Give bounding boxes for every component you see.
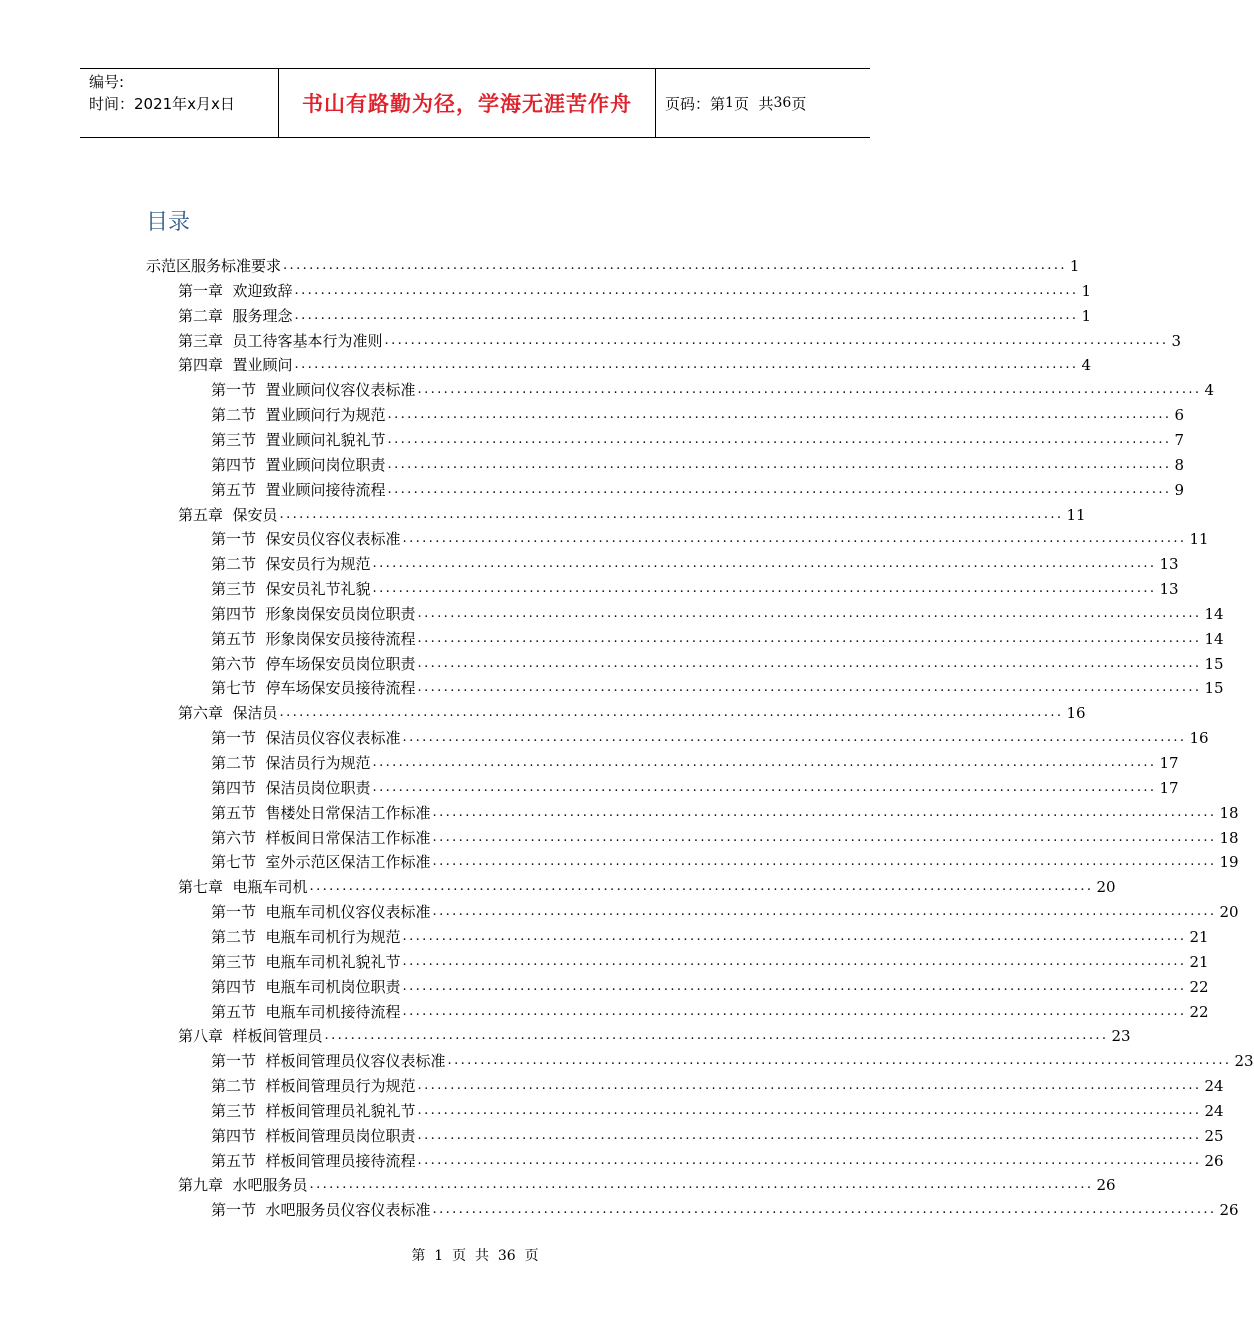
toc-entry[interactable] [178, 501, 1086, 525]
toc-entry-page: 20 [1096, 878, 1116, 897]
toc-entry-page: 13 [1159, 555, 1179, 574]
toc-entry-page: 18 [1219, 803, 1239, 822]
toc-entry-label: 第四节 形象岗保安员岗位职责 [211, 604, 416, 623]
toc-entry-label: 第三章 员工待客基本行为准则 [178, 331, 383, 350]
toc-leader-dots: ........................................................................................................................ [417, 1127, 1202, 1143]
toc-entry-page: 8 [1174, 455, 1184, 474]
toc-leader-dots: ........................................................................................................................ [387, 407, 1172, 423]
toc-entry-label: 第二节 置业顾问行为规范 [211, 406, 386, 425]
toc-entry[interactable] [211, 923, 1209, 947]
toc-entry-label: 第一节 电瓶车司机仪容仪表标准 [211, 903, 431, 922]
toc-entry-label: 第六章 保洁员 [178, 704, 278, 723]
toc-leader-dots: ........................................................................................................................ [447, 1053, 1232, 1069]
toc-entry-label: 第五节 售楼处日常保洁工作标准 [211, 803, 431, 822]
toc-entry-page: 7 [1174, 430, 1184, 449]
toc-entry-label: 第三节 置业顾问礼貌礼节 [211, 430, 386, 449]
toc-leader-dots: ........................................................................................................................ [372, 581, 1157, 597]
toc-leader-dots: ........................................................................................................................ [384, 332, 1169, 348]
toc-leader-dots: ........................................................................................................................ [417, 382, 1202, 398]
toc-entry-page: 6 [1174, 406, 1184, 425]
toc-entry[interactable] [178, 1022, 1131, 1046]
toc-entry-page: 3 [1171, 331, 1181, 350]
toc-entry[interactable] [178, 277, 1091, 301]
toc-leader-dots: ........................................................................................................................ [417, 1078, 1202, 1094]
page-footer: 第 1 页 共 36 页 [411, 1248, 539, 1264]
toc-entry-page: 9 [1174, 480, 1184, 499]
toc-entry-label: 第二节 电瓶车司机行为规范 [211, 927, 401, 946]
toc-entry-page: 14 [1204, 604, 1224, 623]
toc-entry-label: 第七节 室外示范区保洁工作标准 [211, 853, 431, 872]
toc-entry-label: 第五节 样板间管理员接待流程 [211, 1151, 416, 1170]
toc-entry[interactable] [178, 873, 1116, 897]
toc-title: 目录 [146, 210, 191, 235]
toc-entry-page: 17 [1159, 778, 1179, 797]
toc-leader-dots: ........................................................................................................................ [432, 854, 1217, 870]
toc-leader-dots: ........................................................................................................................ [417, 605, 1202, 621]
toc-leader-dots: ........................................................................................................................ [294, 282, 1079, 298]
toc-entry-label: 第三节 保安员礼节礼貌 [211, 580, 371, 599]
toc-entry[interactable] [211, 525, 1209, 549]
toc-leader-dots: ........................................................................................................................ [387, 456, 1172, 472]
toc-entry-label: 第一节 样板间管理员仪容仪表标准 [211, 1052, 446, 1071]
toc-entry-page: 26 [1219, 1201, 1239, 1220]
toc-entry-page: 15 [1204, 679, 1224, 698]
page-suffix: 页 [791, 94, 807, 113]
toc-entry-label: 第五节 置业顾问接待流程 [211, 480, 386, 499]
toc-leader-dots: ........................................................................................................................ [309, 879, 1094, 895]
toc-entry[interactable] [211, 774, 1179, 798]
toc-leader-dots: ........................................................................................................................ [417, 1102, 1202, 1118]
toc-entry-label: 第六节 停车场保安员岗位职责 [211, 654, 416, 673]
toc-entry[interactable] [211, 451, 1184, 475]
toc-leader-dots: ........................................................................................................................ [309, 1177, 1094, 1193]
toc-entry-label: 第七章 电瓶车司机 [178, 878, 308, 897]
toc-entry-page: 21 [1189, 927, 1209, 946]
page-total: 36 [773, 95, 792, 111]
toc-entry-label: 第五节 形象岗保安员接待流程 [211, 629, 416, 648]
page-header [80, 68, 870, 138]
toc-leader-dots: ........................................................................................................................ [402, 953, 1187, 969]
toc-entry-label: 第七节 停车场保安员接待流程 [211, 679, 416, 698]
toc-entry[interactable] [178, 1171, 1116, 1195]
toc-entry-label: 第四节 保洁员岗位职责 [211, 778, 371, 797]
toc-entry-page: 21 [1189, 952, 1209, 971]
toc-leader-dots: ........................................................................................................................ [417, 680, 1202, 696]
toc-leader-dots: ........................................................................................................................ [402, 978, 1187, 994]
toc-entry[interactable] [211, 476, 1184, 500]
toc-entry[interactable] [211, 824, 1239, 848]
toc-entry-page: 24 [1204, 1101, 1224, 1120]
toc-entry-label: 示范区服务标准要求 [146, 257, 282, 275]
toc-entry[interactable] [211, 948, 1209, 972]
toc-entry-label: 第四节 样板间管理员岗位职责 [211, 1126, 416, 1145]
toc-entry[interactable] [211, 848, 1239, 872]
toc-entry[interactable] [211, 998, 1209, 1022]
header-meta [80, 69, 279, 137]
toc-entry-page: 19 [1219, 853, 1239, 872]
toc-entry[interactable] [211, 1122, 1224, 1146]
toc-entry-page: 4 [1204, 381, 1214, 400]
toc-leader-dots: ........................................................................................................................ [402, 730, 1187, 746]
toc-entry-page: 1 [1069, 257, 1080, 275]
page-current: 1 [725, 95, 734, 111]
toc-leader-dots: ........................................................................................................................ [432, 804, 1217, 820]
header-page-info [656, 69, 870, 137]
toc-entry-label: 第五章 保安员 [178, 505, 278, 524]
page-prefix: 页码：第 [665, 94, 726, 113]
toc-entry-page: 14 [1204, 629, 1224, 648]
toc-leader-dots: ........................................................................................................................ [402, 1003, 1187, 1019]
toc-entry-page: 16 [1189, 729, 1209, 748]
toc-entry-label: 第二章 服务理念 [178, 306, 293, 325]
toc-leader-dots: ........................................................................................................................ [417, 1152, 1202, 1168]
toc-entry[interactable] [211, 724, 1209, 748]
toc-entry[interactable] [211, 898, 1239, 922]
toc-leader-dots: ........................................................................................................................ [417, 655, 1202, 671]
toc-entry[interactable] [211, 1196, 1239, 1220]
toc-entry-page: 22 [1189, 977, 1209, 996]
toc-leader-dots: ........................................................................................................................ [387, 481, 1172, 497]
toc-entry[interactable] [211, 1097, 1224, 1121]
toc-entry[interactable] [211, 600, 1224, 624]
toc-entry-label: 第二节 样板间管理员行为规范 [211, 1077, 416, 1096]
toc-entry-page: 13 [1159, 580, 1179, 599]
toc-leader-dots: ........................................................................................................................ [294, 307, 1079, 323]
toc-entry-page: 25 [1204, 1126, 1224, 1145]
toc-entry[interactable] [211, 973, 1209, 997]
page-mid: 页 共 [733, 94, 774, 113]
toc-leader-dots: ........................................................................................................................ [372, 779, 1157, 795]
toc-entry-label: 第三节 电瓶车司机礼貌礼节 [211, 952, 401, 971]
toc-entry-page: 15 [1204, 654, 1224, 673]
toc-leader-dots: ........................................................................................................................ [402, 928, 1187, 944]
toc-entry-label: 第五节 电瓶车司机接待流程 [211, 1002, 401, 1021]
toc-entry-page: 23 [1111, 1027, 1131, 1046]
toc-entry[interactable] [211, 625, 1224, 649]
toc-entry[interactable] [178, 699, 1086, 723]
toc-leader-dots: ........................................................................................................................ [283, 258, 1067, 273]
toc-entry[interactable] [211, 1047, 1254, 1071]
toc-leader-dots: ........................................................................................................................ [372, 755, 1157, 770]
toc-entry[interactable] [178, 327, 1181, 351]
toc-leader-dots: ........................................................................................................................ [417, 630, 1202, 646]
toc-entry-label: 第二节 保洁员行为规范 [211, 754, 371, 772]
toc-entry-page: 1 [1081, 281, 1091, 300]
toc-entry-page: 11 [1189, 530, 1209, 549]
toc-leader-dots: ........................................................................................................................ [279, 506, 1064, 522]
toc-entry-label: 第一节 水吧服务员仪容仪表标准 [211, 1201, 431, 1220]
toc-entry-label: 第四节 置业顾问岗位职责 [211, 455, 386, 474]
toc-entry[interactable] [211, 1147, 1224, 1171]
toc-entry-label: 第四节 电瓶车司机岗位职责 [211, 977, 401, 996]
toc-entry-page: 23 [1234, 1052, 1254, 1071]
toc-leader-dots: ........................................................................................................................ [294, 357, 1079, 373]
toc-entry-label: 第一节 置业顾问仪容仪表标准 [211, 381, 416, 400]
toc-entry-page: 18 [1219, 828, 1239, 847]
toc-entry[interactable] [178, 302, 1091, 326]
toc-entry[interactable] [178, 351, 1091, 375]
toc-leader-dots: ........................................................................................................................ [432, 829, 1217, 845]
toc-entry-label: 第四章 置业顾问 [178, 356, 293, 375]
toc-entry[interactable] [211, 650, 1224, 674]
toc-entry[interactable] [211, 674, 1224, 698]
document-date: 时间：2021年x月x日 [89, 95, 235, 113]
toc-entry-page: 24 [1204, 1077, 1224, 1096]
header-motto: 书山有路勤为径，学海无涯苦作舟 [279, 69, 656, 137]
toc-entry-label: 第九章 水吧服务员 [178, 1176, 308, 1195]
toc-entry-page: 22 [1189, 1002, 1209, 1021]
toc-leader-dots: ........................................................................................................................ [279, 705, 1064, 721]
toc-entry-label: 第二节 保安员行为规范 [211, 555, 371, 574]
toc-entry-page: 16 [1066, 704, 1086, 723]
toc-entry-page: 11 [1066, 505, 1086, 524]
toc-entry[interactable] [211, 550, 1179, 574]
toc-entry-label: 第一章 欢迎致辞 [178, 281, 293, 300]
toc-entry[interactable] [211, 401, 1184, 425]
toc-entry[interactable] [211, 1072, 1224, 1096]
toc-entry[interactable] [211, 799, 1239, 823]
toc-leader-dots: ........................................................................................................................ [372, 556, 1157, 572]
toc-leader-dots: ........................................................................................................................ [387, 431, 1172, 447]
toc-entry-label: 第一节 保安员仪容仪表标准 [211, 530, 401, 549]
toc-entry[interactable] [211, 426, 1184, 450]
toc-entry-page: 26 [1204, 1151, 1224, 1170]
toc-entry-label: 第六节 样板间日常保洁工作标准 [211, 828, 431, 847]
toc-entry-page: 20 [1219, 903, 1239, 922]
toc-entry[interactable] [146, 252, 1080, 276]
toc-leader-dots: ........................................................................................................................ [324, 1028, 1109, 1044]
toc-entry-label: 第三节 样板间管理员礼貌礼节 [211, 1101, 416, 1120]
toc-entry-page: 1 [1081, 306, 1091, 325]
toc-entry[interactable] [211, 376, 1214, 400]
toc-entry-label: 第一节 保洁员仪容仪表标准 [211, 729, 401, 748]
toc-entry-page: 17 [1159, 754, 1179, 772]
toc-entry[interactable] [211, 749, 1179, 773]
toc-leader-dots: ........................................................................................................................ [432, 904, 1217, 920]
document-number-label: 编号: [89, 73, 125, 91]
toc-entry-page: 4 [1081, 356, 1091, 375]
toc-entry-page: 26 [1096, 1176, 1116, 1195]
toc-entry[interactable] [211, 575, 1179, 599]
toc-entry-label: 第八章 样板间管理员 [178, 1027, 323, 1046]
toc-leader-dots: ........................................................................................................................ [432, 1202, 1217, 1218]
toc-leader-dots: ........................................................................................................................ [402, 531, 1187, 547]
